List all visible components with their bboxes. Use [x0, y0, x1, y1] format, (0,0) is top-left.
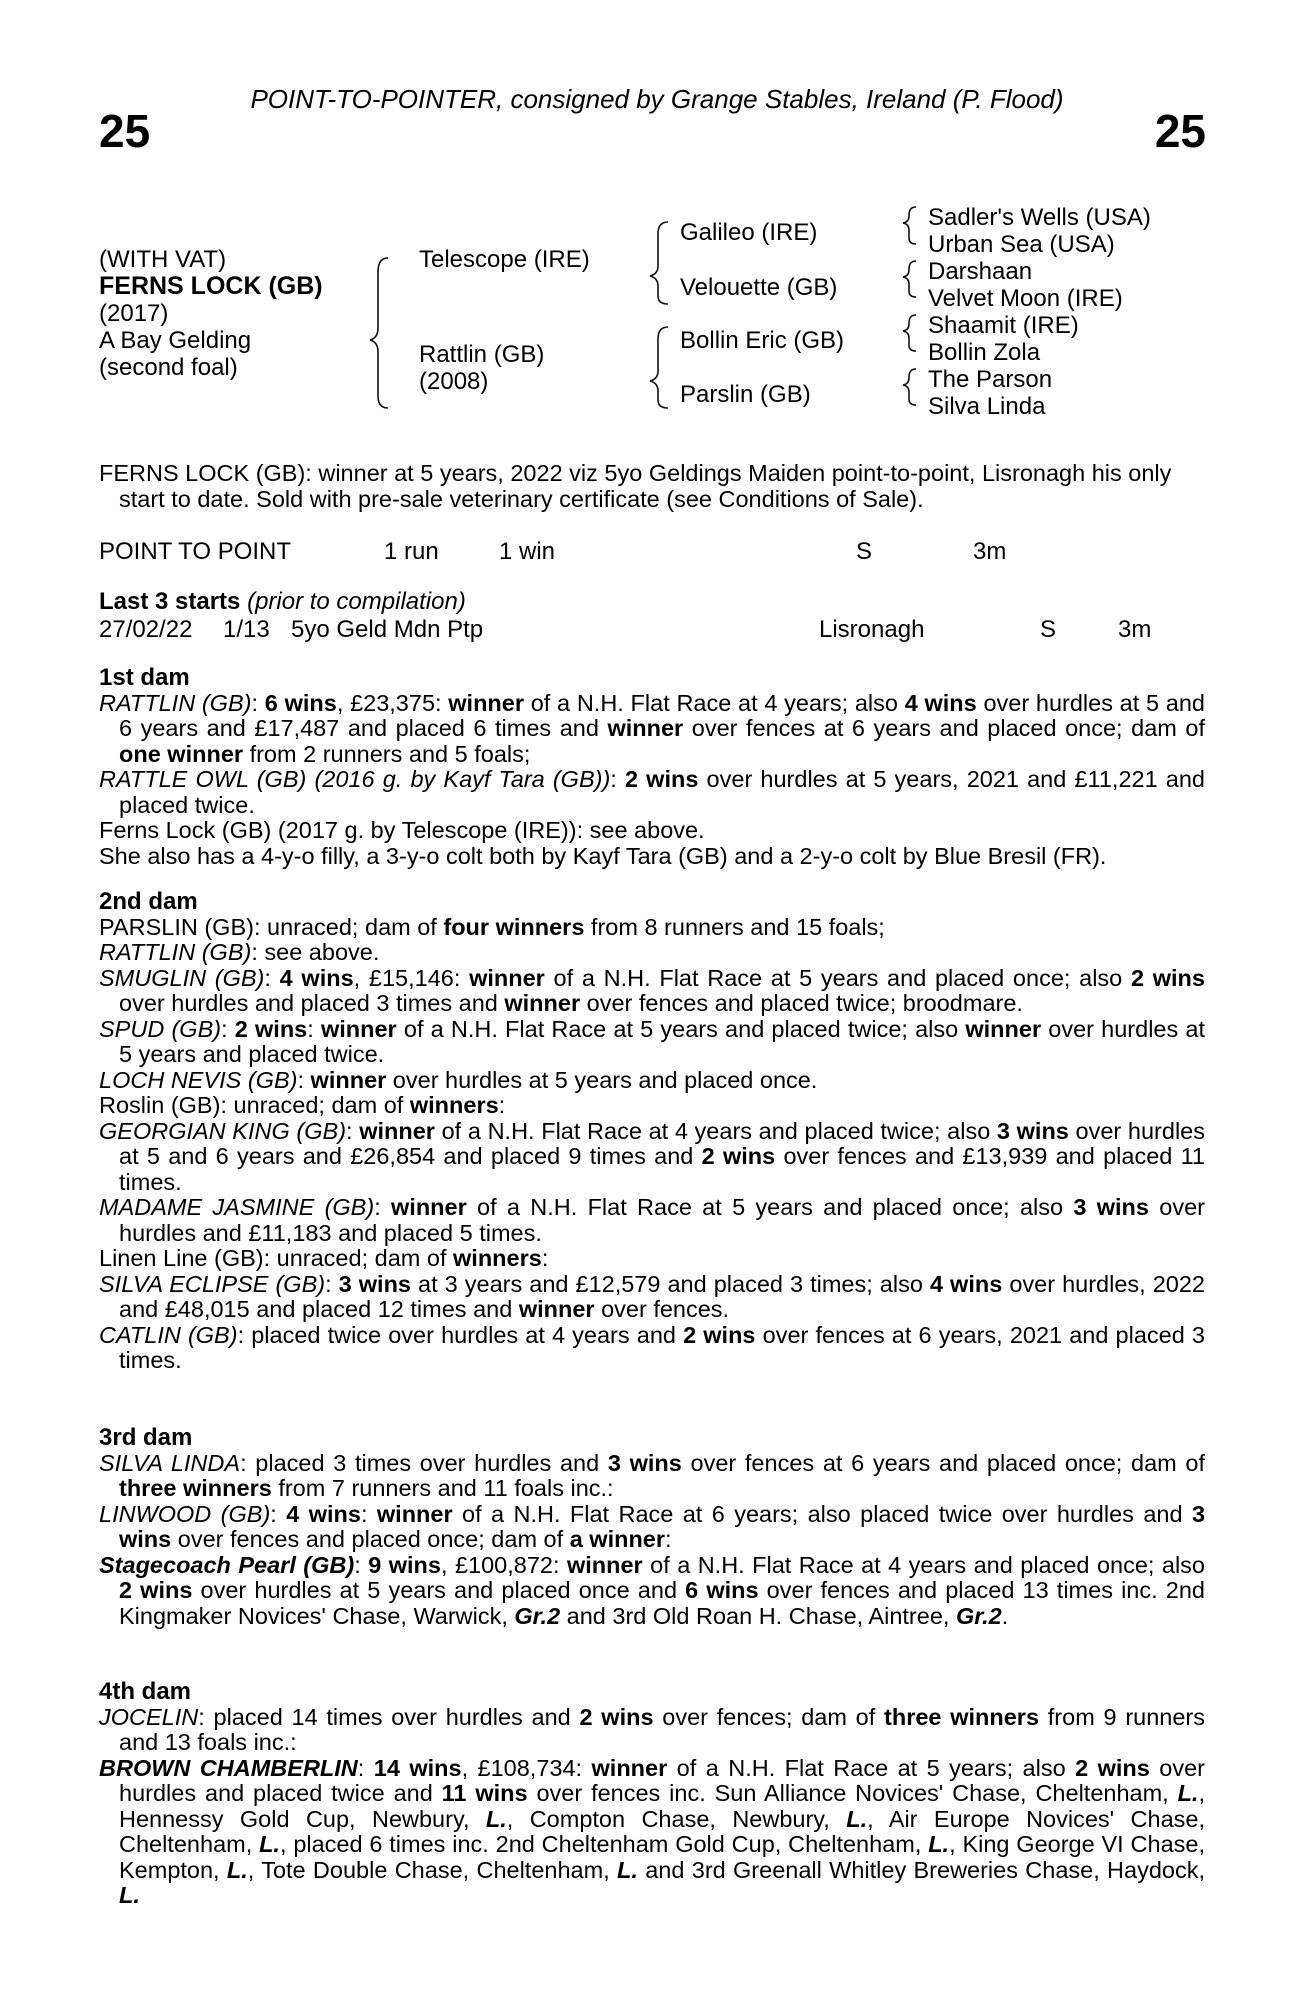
third-dam-section [99, 1425, 1205, 1629]
ancestor-g7: The Parson [928, 366, 1053, 393]
last-starts [99, 588, 1199, 644]
ptp-going: S [856, 538, 873, 565]
vat-note: (WITH VAT) [99, 246, 227, 273]
spud-entry: SPUD (GB): 2 wins: winner of a N.H. Flat Race at 5 years and placed twice; also winner over hurdles at 5 years and placed twice. [99, 1015, 1206, 1067]
ptp-runs: 1 run [384, 538, 439, 565]
ptp-label: POINT TO POINT [99, 538, 292, 565]
brace-g4 [903, 369, 916, 405]
roslin-entry: Roslin (GB): unraced; dam of winners: [99, 1092, 506, 1118]
brace-g1 [903, 207, 916, 244]
dam-sire: Bollin Eric (GB) [680, 327, 845, 354]
rattle-owl-progeny: RATTLE OWL (GB) (2016 g. by Kayf Tara (GB)): 2 wins over hurdles at 5 years, 2021 and £11,221 and placed twice. [99, 766, 1205, 818]
start-date: 27/02/22 [99, 616, 193, 643]
horse-year: (2017) [99, 300, 169, 327]
lot-number-left: 25 [99, 105, 151, 157]
third-dam-heading: 3rd dam [99, 1424, 193, 1451]
ancestor-g2: Urban Sea (USA) [928, 231, 1115, 258]
dam-name: Rattlin (GB) [419, 341, 545, 368]
first-dam-record: RATTLIN (GB): 6 wins, £23,375: winner of a N.H. Flat Race at 4 years; also 4 wins over hurdles at 5 and 6 years and £17,487 and placed 6 times and winner over fences at 6 years and placed once; dam of one winner from 2 runners and 5 foals; [99, 689, 1205, 767]
sire: Telescope (IRE) [419, 246, 590, 273]
lot-number-right: 25 [1154, 105, 1206, 157]
first-dam-heading: 1st dam [99, 664, 190, 691]
stagecoach-pearl-entry: Stagecoach Pearl (GB): 9 wins, £100,872: winner of a N.H. Flat Race at 4 years and placed once; also 2 wins over hurdles at 5 years and placed once and 6 wins over fences and placed 13 times inc. 2nd Kingmaker Novices' Chase, Warwick, Gr.2 and 3rd Old Roan H. Chase, Aintree, Gr.2. [99, 1551, 1206, 1629]
horse-name: FERNS LOCK (GB) [99, 272, 323, 300]
start-distance: 3m [1118, 616, 1152, 643]
dam-year: (2008) [419, 368, 489, 395]
dam-dam: Parslin (GB) [680, 381, 811, 408]
ancestor-g6: Bollin Zola [928, 339, 1041, 366]
ferns-lock-progeny: Ferns Lock (GB) (2017 g. by Telescope (IRE)): see above. [99, 817, 705, 843]
georgian-king-entry: GEORGIAN KING (GB): winner of a N.H. Flat Race at 4 years and placed twice; also 3 wins over hurdles at 5 and 6 years and £26,854 and placed 9 times and 2 wins over fences and £13,939 and placed 11 times. [99, 1117, 1205, 1195]
fourth-dam-heading: 4th dam [99, 1678, 192, 1705]
smuglin-entry: SMUGLIN (GB): 4 wins, £15,146: winner of a N.H. Flat Race at 5 years and placed once; also 2 wins over hurdles and placed 3 times and winner over fences and placed twice; broodmare. [99, 964, 1205, 1016]
ancestor-g1: Sadler's Wells (USA) [928, 204, 1151, 231]
loch-nevis-entry: LOCH NEVIS (GB): winner over hurdles at 5 years and placed once. [99, 1066, 818, 1093]
third-dam-record: SILVA LINDA: placed 3 times over hurdles and 3 wins over fences at 6 years and placed once; dam of three winners from 7 runners and 11 foals inc.: [99, 1449, 1205, 1501]
consignor-header: POINT-TO-POINTER, consigned by Grange Stables, Ireland (P. Flood) [250, 84, 1064, 114]
summary-line-2: his only start to date. Sold with pre-sale veterinary certificate (see Conditions of Sale). [119, 460, 1172, 512]
fourth-dam-section [99, 1679, 1205, 1909]
linen-line-entry: Linen Line (GB): unraced; dam of winners: [99, 1245, 549, 1271]
brown-chamberlin-entry: BROWN CHAMBERLIN: 14 wins, £108,734: winner of a N.H. Flat Race at 5 years; also 2 wins over hurdles and placed twice and 11 wins over fences inc. Sun Alliance Novices' Chase, Cheltenham, L., Hennessy Gold Cup, Newbury, L., Compton Chase, Newbury, L., Air Europe Novices' Chase, Cheltenham, L., placed 6 times inc. 2nd Cheltenham Gold Cup, Cheltenham, L., King George VI Chase, Kempton, L., Tote Double Chase, Cheltenham, L. and 3rd Greenall Whitley Breweries Chase, Haydock, L. [99, 1754, 1206, 1908]
start-going: S [1040, 616, 1057, 643]
ancestor-g3: Darshaan [928, 258, 1033, 285]
start-race: 5yo Geld Mdn Ptp [291, 616, 484, 643]
ancestor-g8: Silva Linda [928, 393, 1046, 420]
brace-g3 [903, 315, 916, 351]
last-start-row [99, 616, 1199, 644]
sire-dam: Velouette (GB) [680, 274, 838, 301]
second-dam-record: PARSLIN (GB): unraced; dam of four winners from 8 runners and 15 foals; [99, 913, 885, 940]
linwood-entry: LINWOOD (GB): 4 wins: winner of a N.H. Flat Race at 6 years; also placed twice over hurdles and 3 wins over fences and placed once; dam of a winner: [99, 1500, 1206, 1552]
summary [99, 461, 1205, 512]
ancestor-g4: Velvet Moon (IRE) [928, 285, 1123, 312]
ptp-wins: 1 win [499, 538, 556, 565]
fourth-dam-record: JOCELIN: placed 14 times over hurdles and 2 wins over fences; dam of three winners from 9 runners and 13 foals inc.: [99, 1703, 1205, 1755]
first-dam-note: She also has a 4-y-o filly, a 3-y-o colt both by Kayf Tara (GB) and a 2-y-o colt by Blue Bresil (FR). [99, 842, 1107, 869]
first-dam-section [99, 665, 1205, 869]
brace-main [370, 258, 388, 408]
last-starts-note: (prior to compilation) [247, 588, 466, 615]
brace-sire [650, 222, 668, 304]
start-position: 1/13 [223, 616, 270, 643]
second-dam-heading: 2nd dam [99, 888, 198, 915]
brace-g2 [903, 261, 916, 297]
madame-jasmine-entry: MADAME JASMINE (GB): winner of a N.H. Flat Race at 5 years and placed once; also 3 wins over hurdles and £11,183 and placed 5 times. [99, 1194, 1205, 1246]
ancestor-g5: Shaamit (IRE) [928, 312, 1079, 339]
horse-description: A Bay Gelding [99, 327, 252, 354]
start-course: Lisronagh [819, 616, 925, 643]
summary-line-1: FERNS LOCK (GB): winner at 5 years, 2022 viz 5yo Geldings Maiden point-to-point, Lisronagh [99, 460, 1086, 486]
second-dam-section [99, 889, 1205, 1374]
rattlin-entry: RATTLIN (GB): see above. [99, 939, 380, 965]
silva-eclipse-entry: SILVA ECLIPSE (GB): 3 wins at 3 years and £12,579 and placed 3 times; also 4 wins over hurdles, 2022 and £48,015 and placed 12 times and winner over fences. [99, 1270, 1205, 1322]
ptp-distance: 3m [973, 538, 1007, 565]
catlin-entry: CATLIN (GB): placed twice over hurdles at 4 years and 2 wins over fences at 6 years, 2021 and placed 3 times. [99, 1321, 1205, 1373]
brace-dam [650, 327, 668, 408]
horse-foal: (second foal) [99, 354, 238, 381]
dam [419, 341, 544, 395]
sire-sire: Galileo (IRE) [680, 219, 818, 246]
last-starts-heading: Last 3 starts [99, 588, 241, 615]
